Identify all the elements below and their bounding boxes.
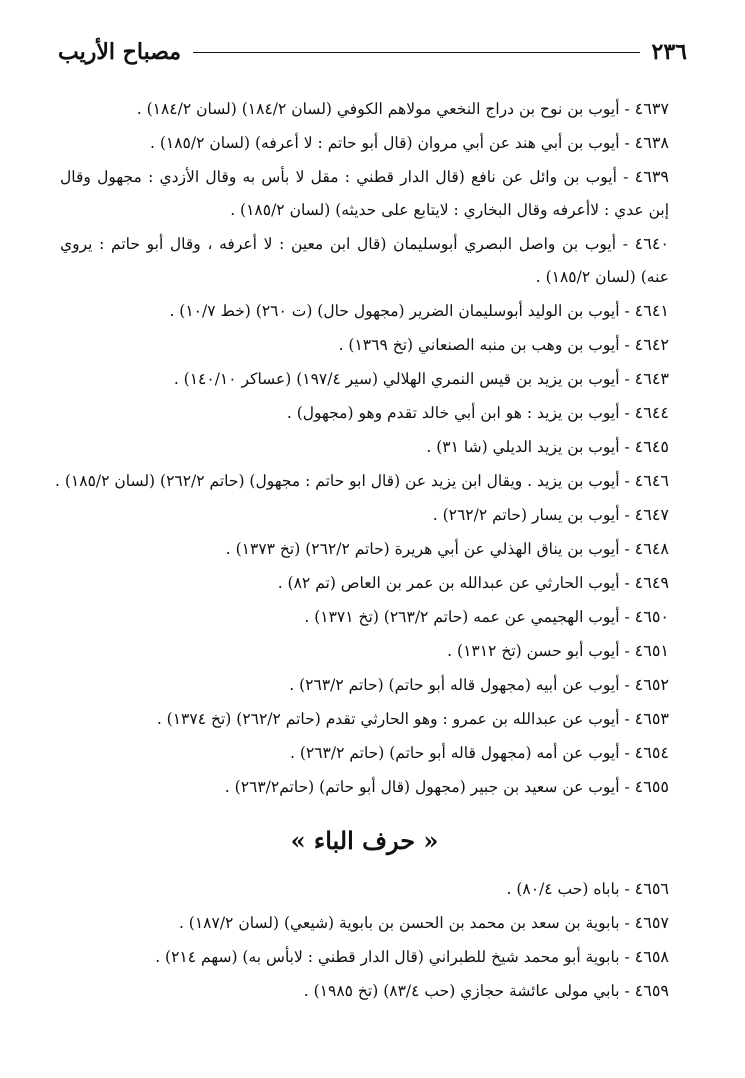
- entry-number: ٤٦٥٢: [634, 675, 669, 694]
- entry-text: أيوب عن عبدالله بن عمرو : وهو الحارثي تقدم (حاتم ٢٦٢/٢) (تخ ١٣٧٤) .: [156, 710, 620, 728]
- entry-text: أيوب بن نوح بن دراج النخعي مولاهم الكوفي (لسان ١٨٤/٢) (لسان ١٨٤/٢) .: [136, 100, 620, 118]
- entry-text: أيوب عن أبيه (مجهول قاله أبو حاتم) (حاتم ٢٦٣/٢) .: [289, 676, 620, 694]
- entry-number: ٤٦٥٨: [634, 947, 669, 966]
- entry-text: بابي مولى عائشة حجازي (حب ٨٣/٤) (تخ ١٩٨٥) .: [303, 982, 620, 1000]
- entry-row: [60, 770, 669, 804]
- entry-row: [60, 160, 669, 227]
- entry-number: ٤٦٤٦: [634, 471, 669, 490]
- entry-row: [60, 92, 669, 126]
- entry-text: أيوب بن يزيد . ويقال ابن يزيد عن (قال ابو حاتم : مجهول) (حاتم ٢٦٢/٢) (لسان ١٨٥/٢) .: [55, 472, 620, 490]
- entry-number: ٤٦٥٧: [634, 913, 669, 932]
- entry-number: ٤٦٥٥: [634, 777, 669, 796]
- entry-number: ٤٦٤٢: [634, 335, 669, 354]
- entry-row: [60, 600, 669, 634]
- entry-number: ٤٦٣٩: [634, 167, 669, 186]
- entry-separator: -: [619, 540, 635, 558]
- entry-row: [60, 634, 669, 668]
- page-number: ٢٣٦: [651, 39, 687, 65]
- entry-number: ٤٦٤١: [634, 301, 669, 320]
- entry-text: أيوب بن يزيد : هو ابن أبي خالد تقدم وهو (مجهول) .: [286, 404, 620, 422]
- entry-separator: -: [619, 676, 635, 694]
- section-title: « حرف الباء »: [290, 826, 439, 855]
- entry-number: ٤٦٤٣: [634, 369, 669, 388]
- entry-row: [60, 294, 669, 328]
- entry-text: أيوب بن واصل البصري أبوسليمان (قال ابن معين : لا أعرفه ، وقال أبو حاتم : يروي عنه) (لسان ١٨٥/٢) .: [60, 235, 669, 286]
- entry-separator: -: [619, 778, 635, 796]
- entry-row: [55, 464, 669, 498]
- entry-number: ٤٦٤٩: [634, 573, 669, 592]
- entry-text: أيوب بن يسار (حاتم ٢٦٢/٢) .: [432, 506, 620, 524]
- entry-row: [60, 566, 669, 600]
- entry-separator: -: [619, 982, 635, 1000]
- entry-row: [60, 940, 669, 974]
- entry-separator: -: [619, 370, 635, 388]
- header-rule: [193, 52, 639, 53]
- entry-text: أيوب عن أمه (مجهول قاله أبو حاتم) (حاتم ٢٦٣/٢) .: [289, 744, 620, 762]
- entry-separator: -: [616, 235, 635, 253]
- entry-row: [60, 668, 669, 702]
- entry-number: ٤٦٤٤: [634, 403, 669, 422]
- entry-number: ٤٦٥٣: [634, 709, 669, 728]
- entry-text: أيوب بن يزيد بن قيس النمري الهلالي (سير ١٩٧/٤) (عساكر ١٤٠/١٠) .: [173, 370, 620, 388]
- book-title: مصباح الأريب: [58, 39, 182, 65]
- entry-row: [60, 736, 669, 770]
- entries-group-ba: [60, 872, 669, 1008]
- entry-separator: -: [619, 404, 635, 422]
- entry-text: بابوية بن سعد بن محمد بن الحسن بن بابوية (شيعي) (لسان ١٨٧/٢) .: [178, 914, 620, 932]
- entry-separator: -: [616, 168, 635, 186]
- entries-container: [55, 92, 669, 1008]
- entry-text: أيوب الهجيمي عن عمه (حاتم ٢٦٣/٢) (تخ ١٣٧١) .: [304, 608, 620, 626]
- entries-group-ayyub: [55, 92, 669, 804]
- entry-row: [60, 396, 669, 430]
- entry-separator: -: [619, 336, 635, 354]
- entry-row: [60, 126, 669, 160]
- entry-separator: -: [619, 914, 635, 932]
- entry-text: أيوب بن الوليد أبوسليمان الضرير (مجهول حال) (ت ٢٦٠) (خط ١٠/٧) .: [169, 302, 620, 320]
- entry-separator: -: [619, 642, 635, 660]
- entry-separator: -: [619, 134, 635, 152]
- entry-text: بابوية أبو محمد شيخ للطبراني (قال الدار قطني : لابأس به) (سهم ٢١٤) .: [155, 948, 620, 966]
- entry-row: [60, 532, 669, 566]
- entry-row: [60, 974, 669, 1008]
- entry-separator: -: [619, 302, 635, 320]
- entry-text: باباه (حب ٨٠/٤) .: [506, 880, 620, 898]
- entry-text: أيوب بن وهب بن منبه الصنعاني (تخ ١٣٦٩) .: [338, 336, 620, 354]
- entry-number: ٤٦٥٠: [634, 607, 669, 626]
- entry-number: ٤٦٥٩: [634, 981, 669, 1000]
- entry-row: [60, 430, 669, 464]
- entry-row: [60, 906, 669, 940]
- entry-text: أيوب بن وائل عن نافع (قال الدار قطني : مقل لا بأس به وقال الأزدي : مجهول وقال إبن عدي : لاأعرفه وقال البخاري : لايتابع على حديثه) (لسان ١٨٥/٢) .: [60, 168, 669, 219]
- entry-number: ٤٦٣٨: [634, 133, 669, 152]
- entry-number: ٤٦٤٨: [634, 539, 669, 558]
- entry-text: أيوب بن أبي هند عن أبي مروان (قال أبو حاتم : لا أعرفه) (لسان ١٨٥/٢) .: [149, 134, 620, 152]
- entry-text: أيوب بن يناق الهذلي عن أبي هريرة (حاتم ٢٦٢/٢) (تخ ١٣٧٣) .: [225, 540, 620, 558]
- entry-separator: -: [619, 880, 635, 898]
- entry-row: [60, 328, 669, 362]
- page-header: [58, 34, 687, 70]
- entry-separator: -: [619, 472, 635, 490]
- entry-text: أيوب عن سعيد بن جبير (مجهول (قال أبو حاتم) (حاتم٢٦٣/٢) .: [224, 778, 620, 796]
- entry-text: أيوب بن يزيد الديلي (شا ٣١) .: [426, 438, 620, 456]
- entry-number: ٤٦٥٦: [634, 879, 669, 898]
- entry-separator: -: [619, 574, 635, 592]
- entry-number: ٤٦٣٧: [634, 99, 669, 118]
- entry-separator: -: [619, 506, 635, 524]
- entry-separator: -: [619, 438, 635, 456]
- entry-number: ٤٦٥١: [634, 641, 669, 660]
- entry-number: ٤٦٤٥: [634, 437, 669, 456]
- entry-row: [60, 872, 669, 906]
- entry-text: أيوب أبو حسن (تخ ١٣١٢) .: [447, 642, 620, 660]
- entry-number: ٤٦٤٠: [634, 234, 669, 253]
- entry-number: ٤٦٤٧: [634, 505, 669, 524]
- entry-separator: -: [619, 948, 635, 966]
- entry-row: [60, 702, 669, 736]
- entry-separator: -: [619, 710, 635, 728]
- entry-row: [60, 498, 669, 532]
- entry-separator: -: [619, 744, 635, 762]
- entry-separator: -: [619, 608, 635, 626]
- entry-separator: -: [619, 100, 635, 118]
- entry-number: ٤٦٥٤: [634, 743, 669, 762]
- entry-row: [60, 362, 669, 396]
- entry-text: أيوب الحارثي عن عبدالله بن عمر بن العاص (تم ٨٢) .: [277, 574, 620, 592]
- entry-row: [60, 227, 669, 294]
